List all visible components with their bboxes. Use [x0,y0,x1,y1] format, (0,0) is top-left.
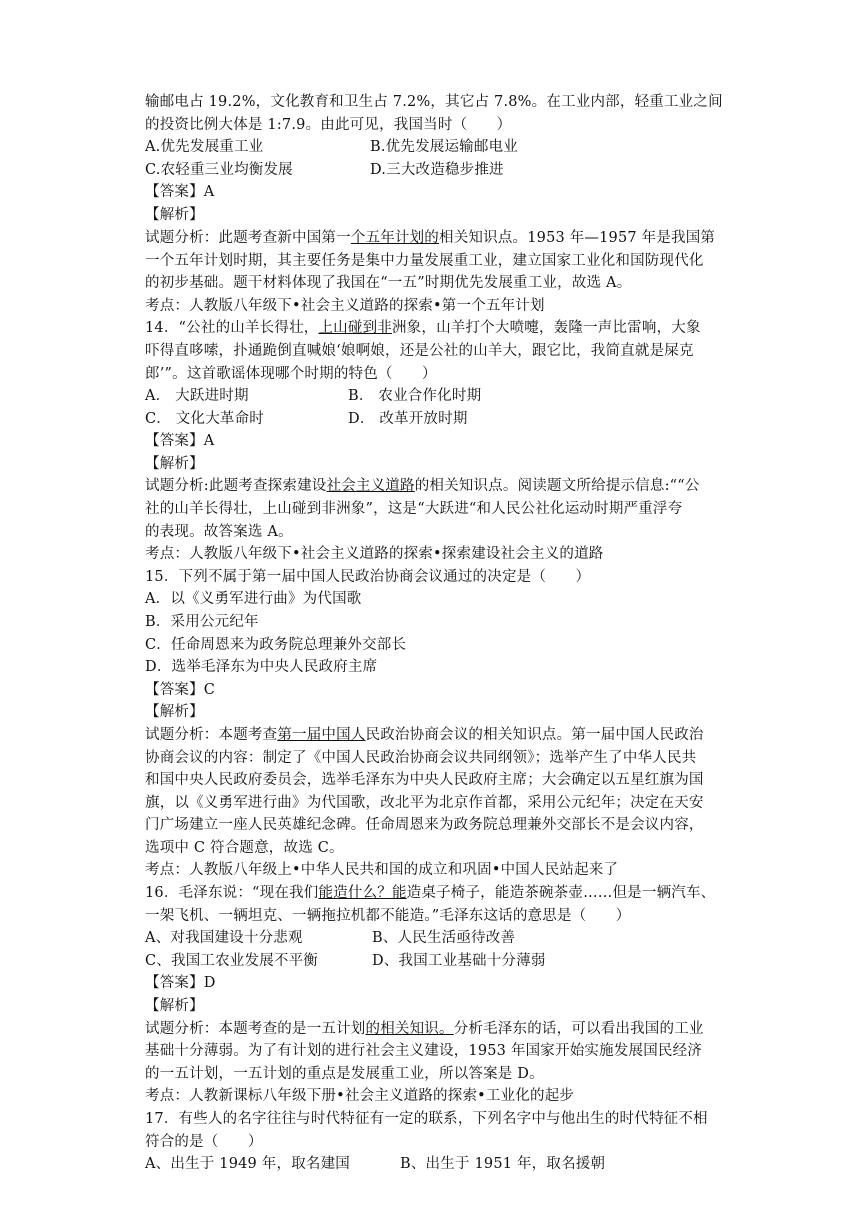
q15-analysis-line: 协商会议的内容：制定了《中国人民政治协商会议共同纲领》；选举产生了中华人民共 [145,750,697,766]
q16-kaodian: 考点：人教新课标八年级下册•社会主义道路的探索•工业化的起步 [145,1088,575,1104]
q13-option-d: D.三大改造稳步推进 [370,162,504,178]
q17-stem-line: 符合的是（ ） [145,1134,263,1150]
q13-answer: 【答案】A [145,184,215,200]
q16-option-b: B、人民生活亟待改善 [372,930,516,946]
q15-answer: 【答案】C [145,682,216,698]
q17-option-b: B、出生于 1951 年，取名援朝 [400,1156,606,1172]
q14-answer: 【答案】A [145,433,215,449]
q15-analysis-line: 门广场建立一座人民英雄纪念碑。任命周恩来为政务院总理兼外交部长不是会议内容， [145,817,704,833]
q16-answer: 【答案】D [145,975,216,991]
q13-option-a: A.优先发展重工业 [145,139,264,155]
q14-option-a: A． 大跃进时期 [145,388,249,404]
q13-stem-line: 的投资比例大体是 1:7.9。由此可见，我国当时（ ） [145,117,512,133]
q13-kaodian: 考点：人教版八年级下•社会主义道路的探索•第一个五年计划 [145,298,545,314]
q14-stem-line: 郎’”。这首歌谣体现哪个时期的特色（ ） [145,366,437,382]
q13-analysis-label: 【解析】 [145,207,204,223]
q16-analysis-label: 【解析】 [145,998,204,1014]
q14-kaodian: 考点：人教版八年级下•社会主义道路的探索•探索建设社会主义的道路 [145,546,604,562]
q14-option-d: D． 改革开放时期 [348,411,468,427]
q15-analysis-line: 和国中央人民政府委员会，选举毛泽东为中央人民政府主席；大会确定以五星红旗为国 [145,772,704,788]
q15-analysis-line: 选项中 C 符合题意，故选 C。 [145,840,344,856]
q15-analysis-label: 【解析】 [145,704,204,720]
q15-option-c: C．任命周恩来为政务院总理兼外交部长 [145,637,407,653]
q15-analysis-line: 旗，以《义勇军进行曲》为代国歌，改北平为北京作首都，采用公元纪年；决定在天安 [145,795,704,811]
q15-option-a: A．以《义勇军进行曲》为代国歌 [145,591,362,607]
q16-analysis-line: 试题分析：本题考查的是一五计划的相关知识。分析毛泽东的话，可以看出我国的工业 [145,1021,704,1037]
q17-stem-line: 17．有些人的名字往往与时代特征有一定的联系，下列名字中与他出生的时代特征不相 [145,1111,708,1127]
q16-analysis-line: 基础十分薄弱。为了有计划的进行社会主义建设，1953 年国家开始实施发展国民经济 [145,1043,703,1059]
q15-stem: 15．下列不属于第一届中国人民政治协商会议通过的决定是（ ） [145,569,591,585]
q17-option-a: A、出生于 1949 年，取名建国 [145,1156,350,1172]
q14-analysis-line: 的表现。故答案选 A。 [145,524,293,540]
q15-option-b: B．采用公元纪年 [145,614,259,630]
q14-analysis-line: 试题分析:此题考查探索建设社会主义道路的相关知识点。阅读题文所给提示信息:““公 [145,478,700,494]
q16-stem-line: 16．毛泽东说：“现在我们能造什么？能造桌子椅子，能造茶碗茶壶……但是一辆汽车、 [145,885,716,901]
q13-analysis-line: 的初步基础。题干材料体现了我国在“一五”时期优先发展重工业，故选 A。 [145,275,632,291]
q13-option-c: C.农轻重三业均衡发展 [145,162,293,178]
q15-kaodian: 考点：人教版八年级上•中华人民共和国的成立和巩固•中国人民站起来了 [145,862,619,878]
q14-analysis-line: 社的山羊长得壮，上山碰到非洲象”，这是“大跃进“和人民公社化运动时期严重浮夸 [145,501,683,517]
q16-option-d: D、我国工业基础十分薄弱 [372,953,546,969]
q15-option-d: D．选举毛泽东为中央人民政府主席 [145,659,378,675]
q13-stem-line: 输邮电占 19.2%，文化教育和卫生占 7.2%，其它占 7.8%。在工业内部，轻重工业之间 [145,94,723,110]
q14-analysis-label: 【解析】 [145,456,204,472]
q14-stem-line: 14．“公社的山羊长得壮，上山碰到非洲象，山羊打个大喷嚏，轰隆一声比雷响，大象 [145,320,701,336]
q14-stem-line: 吓得直哆嗦，扑通跪倒直喊娘‘娘啊娘，还是公社的山羊大，跟它比，我简直就是屎克 [145,343,694,359]
q16-stem-line: 一架飞机、一辆坦克、一辆拖拉机都不能造。”毛泽东这话的意思是（ ） [145,908,631,924]
q16-analysis-line: 的一五计划，一五计划的重点是发展重工业，所以答案是 D。 [145,1066,544,1082]
q16-option-a: A、对我国建设十分悲观 [145,930,303,946]
q14-option-c: C． 文化大革命时 [145,411,265,427]
q16-option-c: C、我国工农业发展不平衡 [145,953,318,969]
q13-option-b: B.优先发展运输邮电业 [370,139,518,155]
q15-analysis-line: 试题分析：本题考查第一届中国人民政治协商会议的相关知识点。第一届中国人民政治 [145,727,704,743]
q13-analysis-line: 试题分析：此题考查新中国第一个五年计划的相关知识点。1953 年—1957 年是我国第 [145,230,716,246]
q13-analysis-line: 一个五年计划时期，其主要任务是集中力量发展重工业，建立国家工业化和国防现代化 [145,253,704,269]
q14-option-b: B． 农业合作化时期 [348,388,482,404]
